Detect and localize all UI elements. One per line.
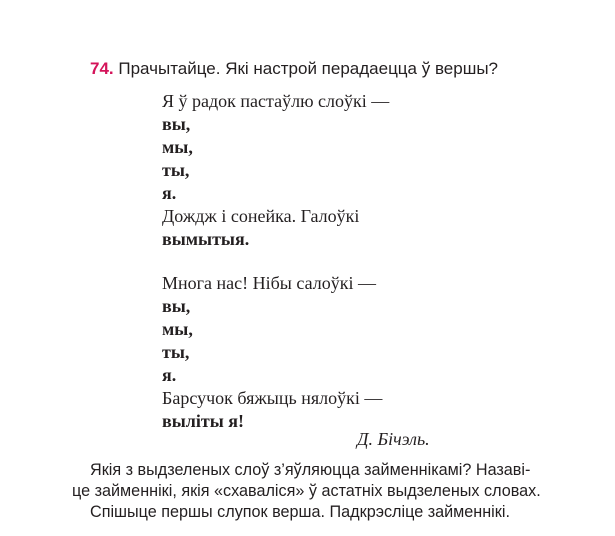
question-line: Якія з выдзеленых слоў з’яўляюцца займеннікамі? Назаві- — [90, 461, 531, 479]
poem-line-highlighted: выліты я! — [162, 411, 245, 431]
poem-line-highlighted: мы, — [162, 137, 193, 157]
poem-stanza-1 — [162, 90, 389, 251]
stanza-gap — [162, 251, 389, 272]
poem-line: Я ў радок пастаўлю слоўкі — — [162, 91, 390, 111]
poem-line-highlighted: я. — [162, 183, 177, 203]
task-prompt: Прачытайце. Які настрой перадаецца ў вершы? — [118, 59, 499, 78]
poem-line-highlighted: ты, — [162, 342, 190, 362]
task-number: 74. — [90, 59, 114, 78]
poem-line-highlighted: мы, — [162, 319, 193, 339]
poem-line-highlighted: я. — [162, 365, 177, 385]
poem-line-highlighted: вымытыя. — [162, 229, 250, 249]
poem-stanza-2 — [162, 272, 389, 433]
poem-line-highlighted: вы, — [162, 114, 191, 134]
poem-line-highlighted: вы, — [162, 296, 191, 316]
poem — [162, 90, 389, 433]
poem-line: Дождж і сонейка. Галоўкі — [162, 206, 360, 226]
poem-line-highlighted: ты, — [162, 160, 190, 180]
question-line: це займеннікі, якія «схаваліся» ў астатніх выдзеленых словах. — [72, 482, 541, 500]
task-questions — [72, 460, 600, 523]
poem-line: Барсучок бяжыць нялоўкі — — [162, 388, 383, 408]
question-line: Спішыце першы слупок верша. Падкрэсліце займеннікі. — [90, 503, 510, 521]
poem-author: Д. Бічэль. — [357, 429, 430, 449]
poem-line: Многа нас! Нібы салоўкі — — [162, 273, 376, 293]
task-heading — [90, 59, 498, 79]
